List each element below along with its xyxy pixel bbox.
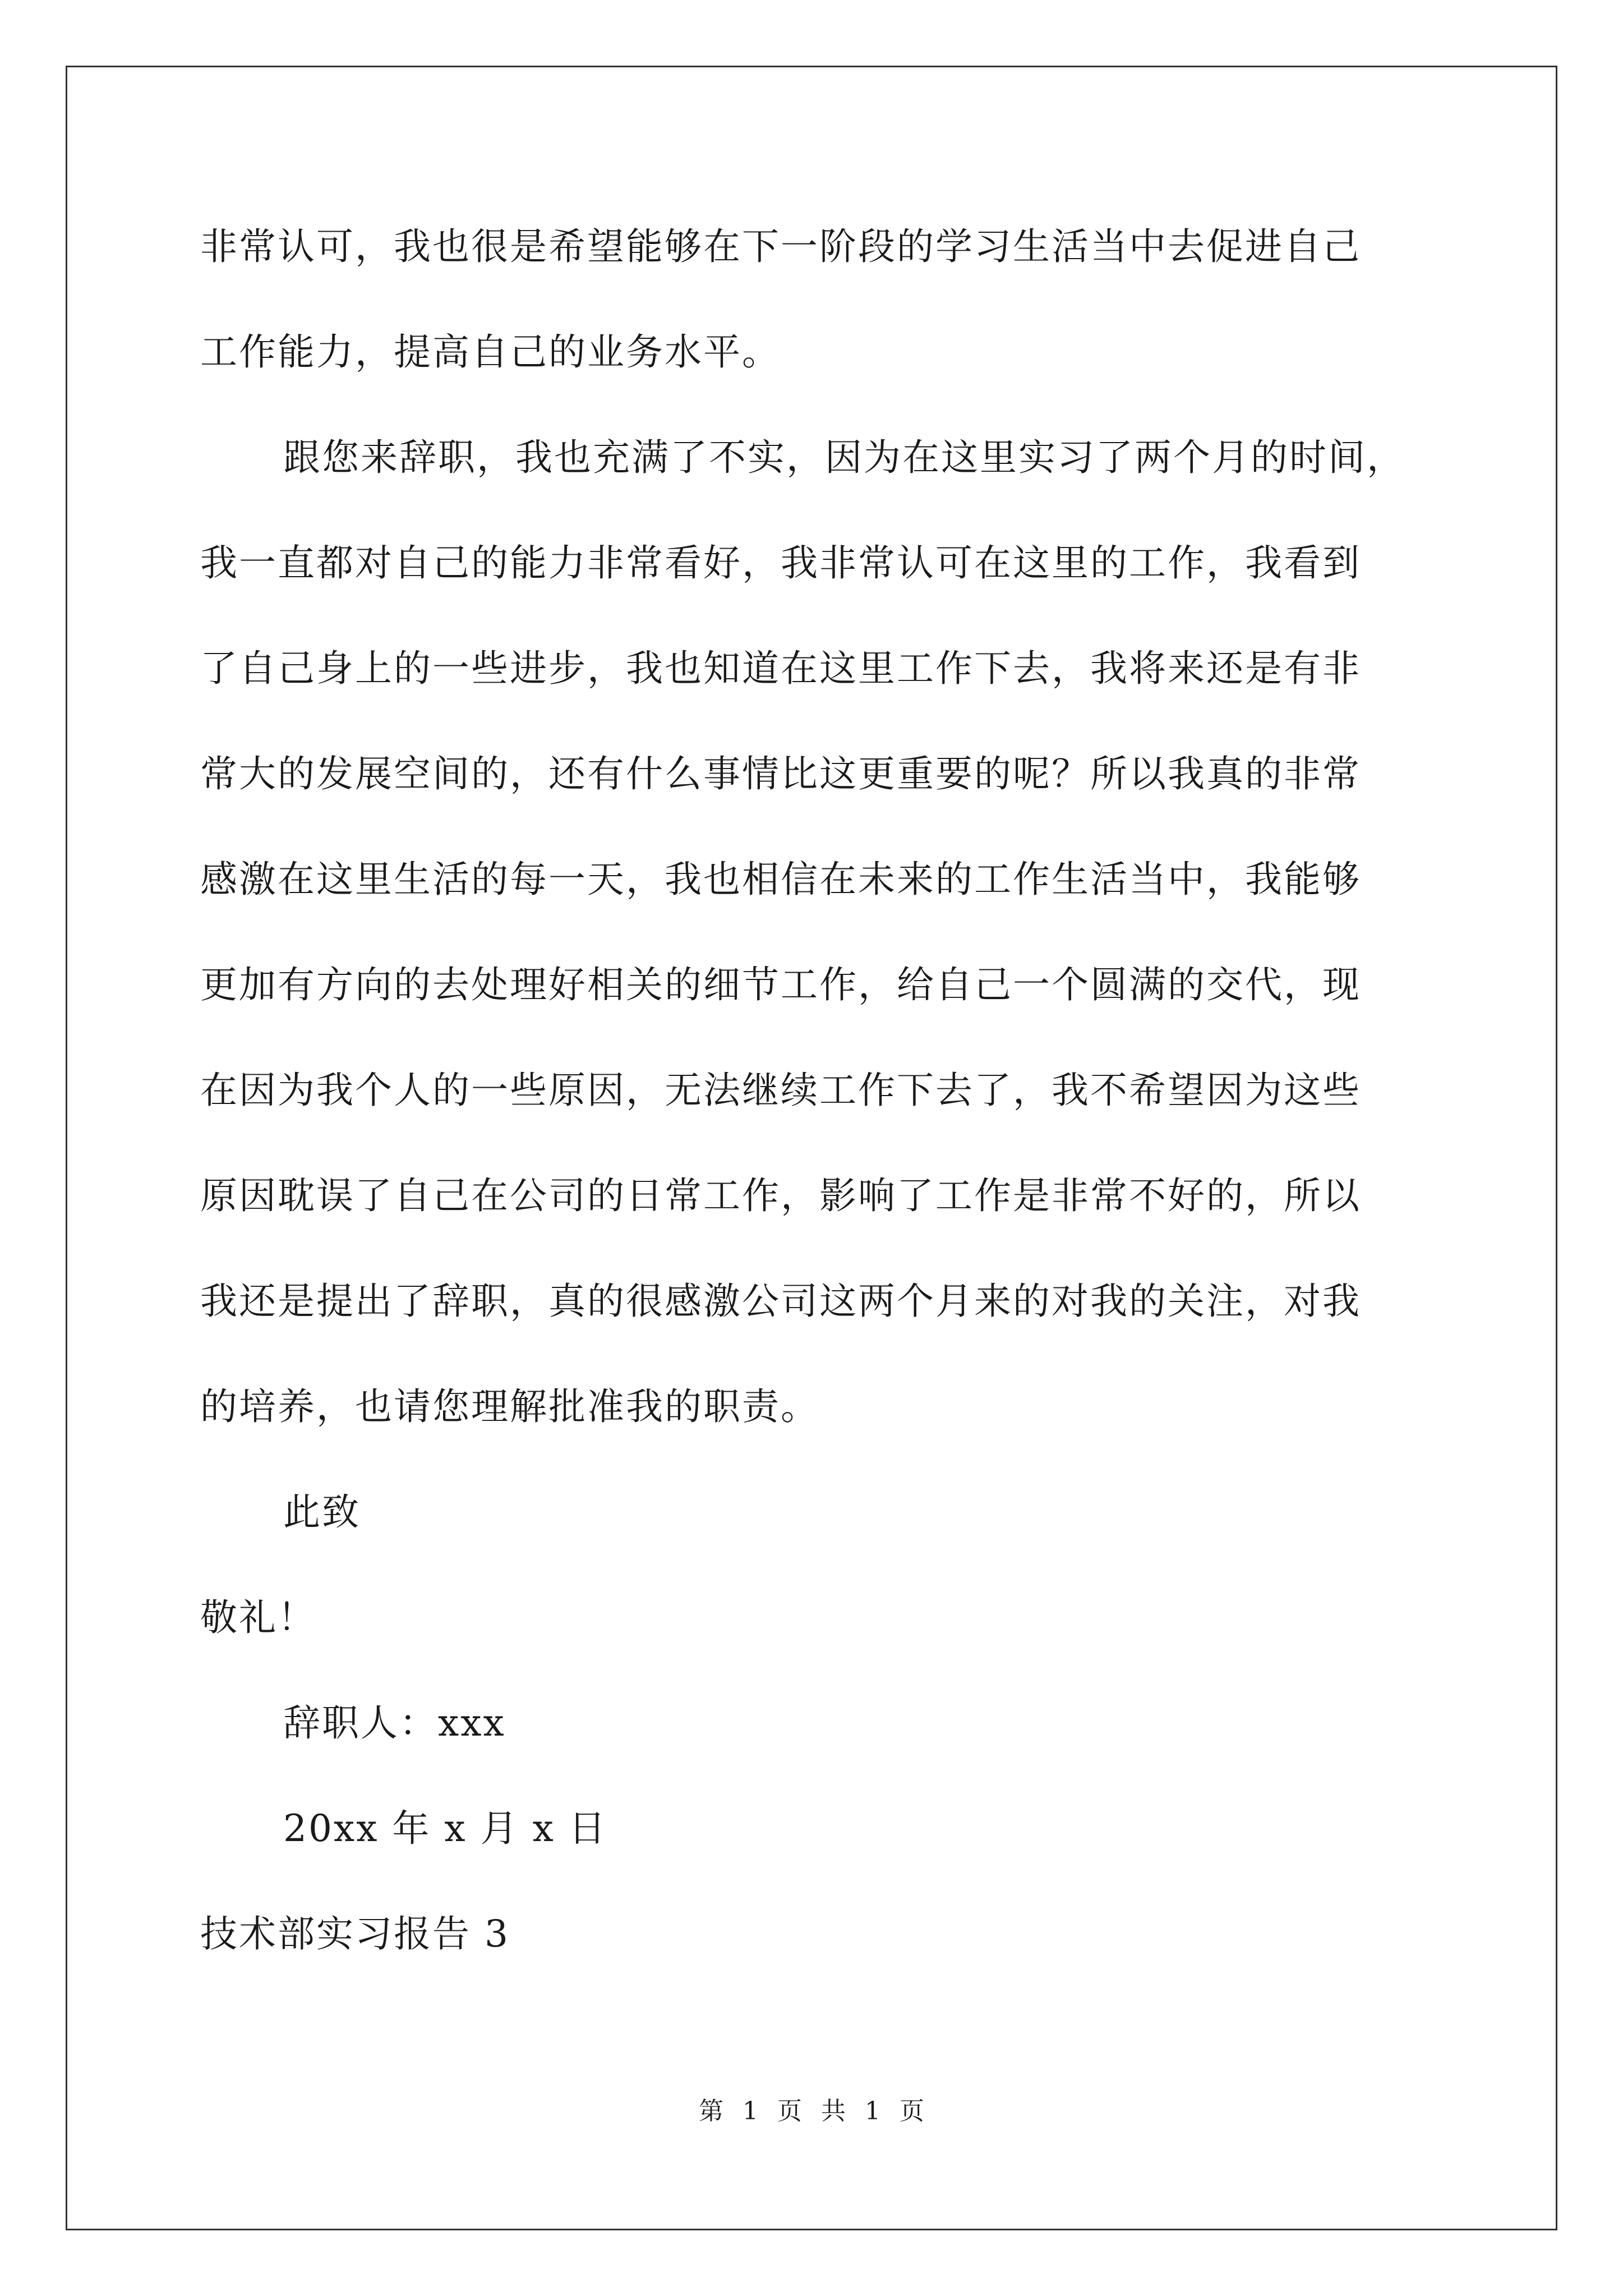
next-section-title: 技术部实习报告 3 bbox=[200, 1912, 510, 1955]
signer: 辞职人：xxx bbox=[283, 1701, 506, 1745]
date: 20xx 年 x 月 x 日 bbox=[283, 1807, 607, 1850]
body-line-6: 常大的发展空间的，还有什么事情比这更重要的呢？所以我真的非常 bbox=[200, 752, 1361, 795]
body-line-2: 工作能力，提高自己的业务水平。 bbox=[200, 330, 781, 374]
closing: 此致 bbox=[283, 1490, 361, 1534]
body-line-4: 我一直都对自己的能力非常看好，我非常认可在这里的工作，我看到 bbox=[200, 541, 1361, 585]
letter-body bbox=[200, 219, 1434, 2012]
salutation: 敬礼！ bbox=[200, 1596, 316, 1639]
body-line-12: 的培养，也请您理解批准我的职责。 bbox=[200, 1385, 819, 1428]
body-line-5: 了自己身上的一些进步，我也知道在这里工作下去，我将来还是有非 bbox=[200, 647, 1361, 690]
body-line-3: 跟您来辞职，我也充满了不实，因为在这里实习了两个月的时间， bbox=[283, 436, 1405, 479]
body-line-11: 我还是提出了辞职，真的很感激公司这两个月来的对我的关注，对我 bbox=[200, 1280, 1361, 1323]
page-footer: 第 1 页 共 1 页 bbox=[699, 2097, 924, 2125]
body-line-8: 更加有方向的去处理好相关的细节工作，给自己一个圆满的交代，现 bbox=[200, 963, 1361, 1006]
body-line-10: 原因耽误了自己在公司的日常工作，影响了工作是非常不好的，所以 bbox=[200, 1174, 1361, 1217]
body-line-1: 非常认可，我也很是希望能够在下一阶段的学习生活当中去促进自己 bbox=[200, 225, 1361, 268]
body-line-7: 感激在这里生活的每一天，我也相信在未来的工作生活当中，我能够 bbox=[200, 858, 1361, 901]
body-line-9: 在因为我个人的一些原因，无法继续工作下去了，我不希望因为这些 bbox=[200, 1069, 1361, 1112]
